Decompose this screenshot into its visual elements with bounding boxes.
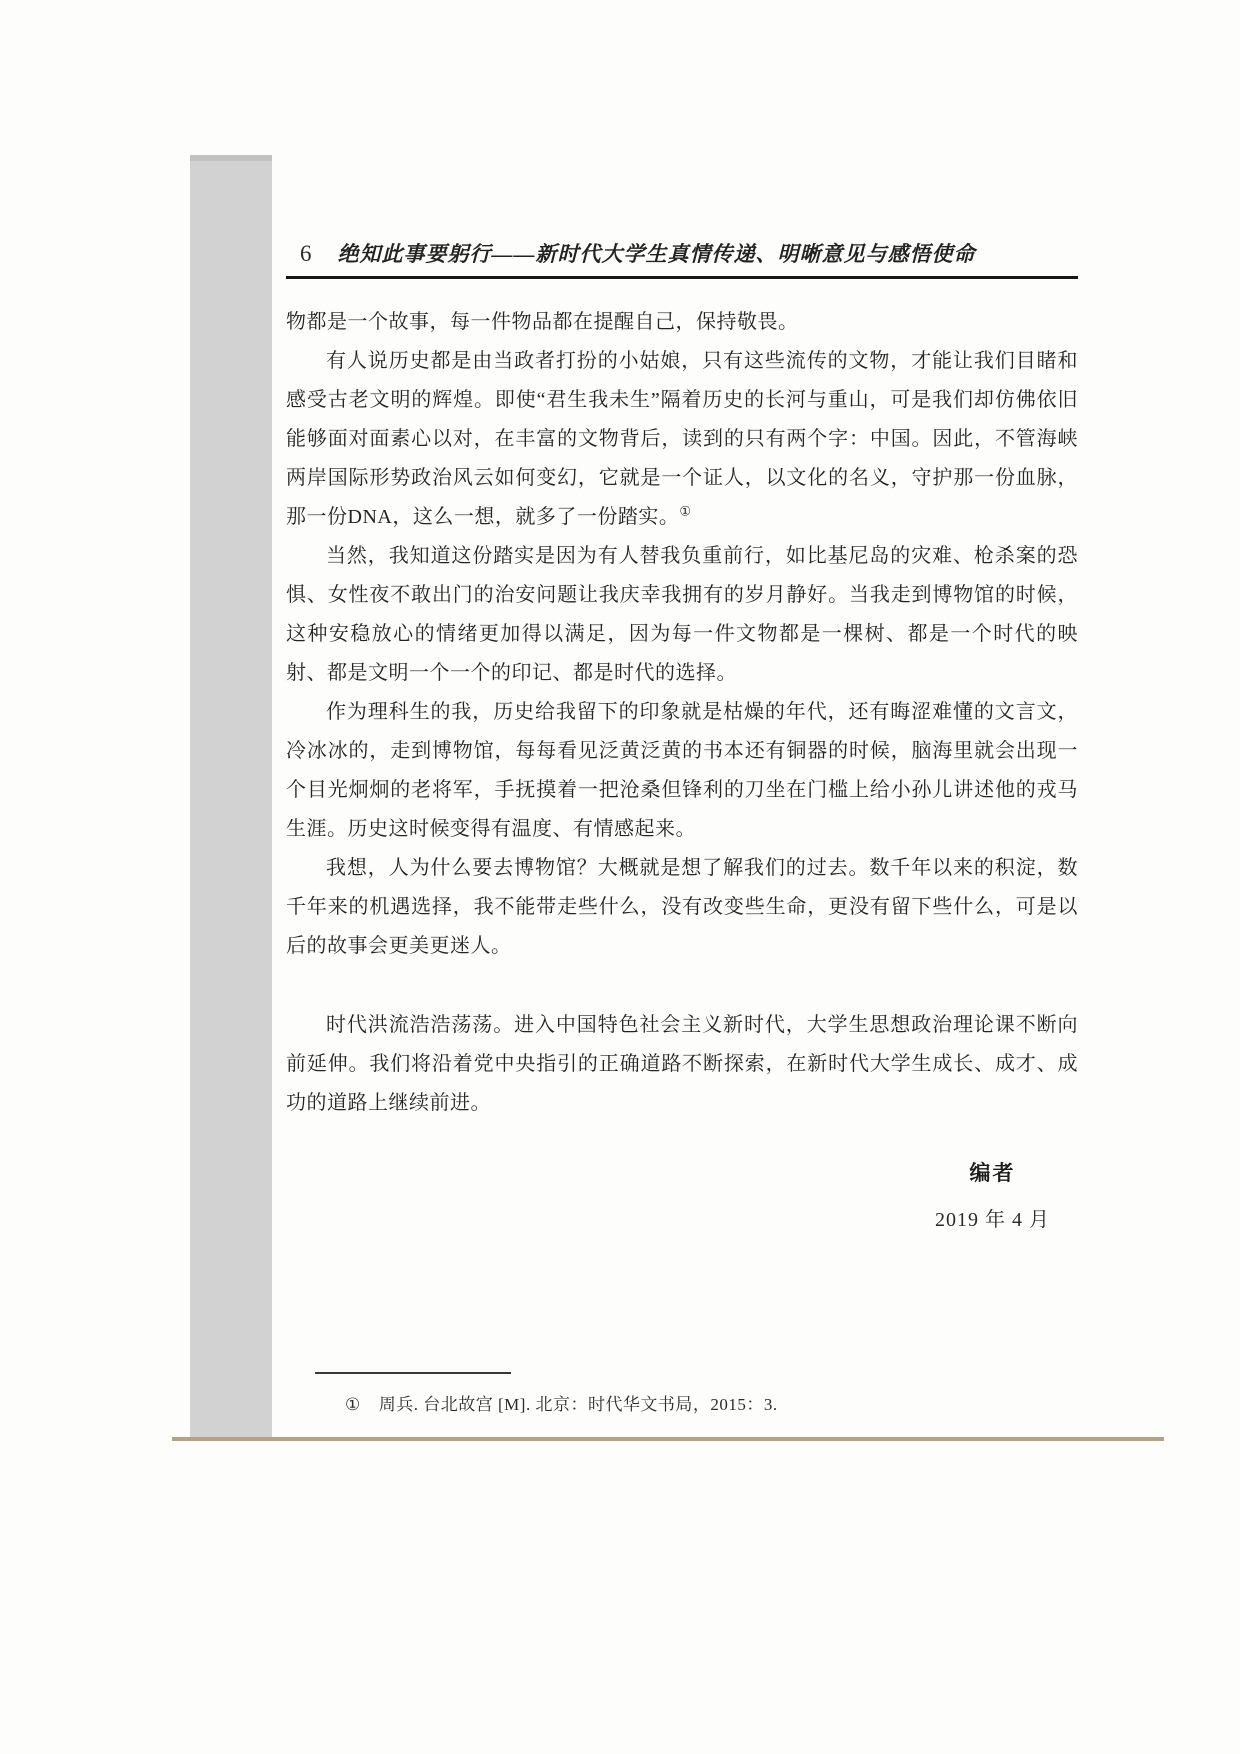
signature-block xyxy=(935,1157,1050,1232)
running-header xyxy=(286,238,1078,279)
signature-date: 2019 年 4 月 xyxy=(935,1209,1050,1231)
chapter-title: 绝知此事要躬行——新时代大学生真情传递、明晰意见与感悟使命 xyxy=(337,242,976,266)
footnote-text: 周兵. 台北故宫 [M]. 北京：时代华文书局，2015：3. xyxy=(378,1395,778,1414)
editor-signature: 编者 xyxy=(969,1161,1016,1185)
footnote-marker: ① xyxy=(345,1395,361,1414)
paragraph xyxy=(286,342,1078,537)
footnote xyxy=(315,1390,1078,1415)
footnote-area xyxy=(315,1372,1078,1415)
page-edge-shading xyxy=(190,155,272,1437)
paragraph: 当然，我知道这份踏实是因为有人替我负重前行，如比基尼岛的灾难、枪杀案的恐惧、女性夜不敢出门的治安问题让我庆幸我拥有的岁月静好。当我走到博物馆的时候，这种安稳放心的情绪更加得以满足，因为每一件文物都是一棵树、都是一个时代的映射、都是文明一个一个的印记、都是时代的选择。 xyxy=(286,545,1078,684)
paragraph-text: 有人说历史都是由当政者打扮的小姑娘，只有这些流传的文物，才能让我们目睹和感受古老文明的辉煌。即使“君生我未生”隔着历史的长河与重山，可是我们却仿佛依旧能够面对面素心以对，在丰富的文物背后，读到的只有两个字：中国。因此，不管海峡两岸国际形势政治风云如何变幻，它就是一个证人，以文化的名义，守护那一份血脉，那一份DNA，这么一想，就多了一份踏实。 xyxy=(286,350,1078,528)
closing-paragraph: 时代洪流浩浩荡荡。进入中国特色社会主义新时代，大学生思想政治理论课不断向前延伸。我们将沿着党中央指引的正确道路不断探索，在新时代大学生成长、成才、成功的道路上继续前进。 xyxy=(286,1014,1078,1114)
paragraph: 物都是一个故事，每一件物品都在提醒自己，保持敬畏。 xyxy=(286,311,799,333)
paragraph: 我想，人为什么要去博物馆？大概就是想了解我们的过去。数千年以来的积淀，数千年来的机遇选择，我不能带走些什么，没有改变些生命，更没有留下些什么，可是以后的故事会更美更迷人。 xyxy=(286,857,1078,957)
bottom-decorative-rule xyxy=(172,1437,1164,1441)
footnote-reference: ① xyxy=(679,503,692,519)
page-number: 6 xyxy=(300,241,312,266)
footnote-separator xyxy=(315,1372,511,1374)
body-text xyxy=(286,303,1078,1123)
paragraph: 作为理科生的我，历史给我留下的印象就是枯燥的年代，还有晦涩难懂的文言文，冷冰冰的，走到博物馆，每每看见泛黄泛黄的书本还有铜器的时候，脑海里就会出现一个目光炯炯的老将军，手抚摸着一把沧桑但锋利的刀坐在门槛上给小孙儿讲述他的戎马生涯。历史这时候变得有温度、有情感起来。 xyxy=(286,701,1078,840)
page-content xyxy=(286,238,1078,1232)
closing-block xyxy=(286,1157,1078,1232)
